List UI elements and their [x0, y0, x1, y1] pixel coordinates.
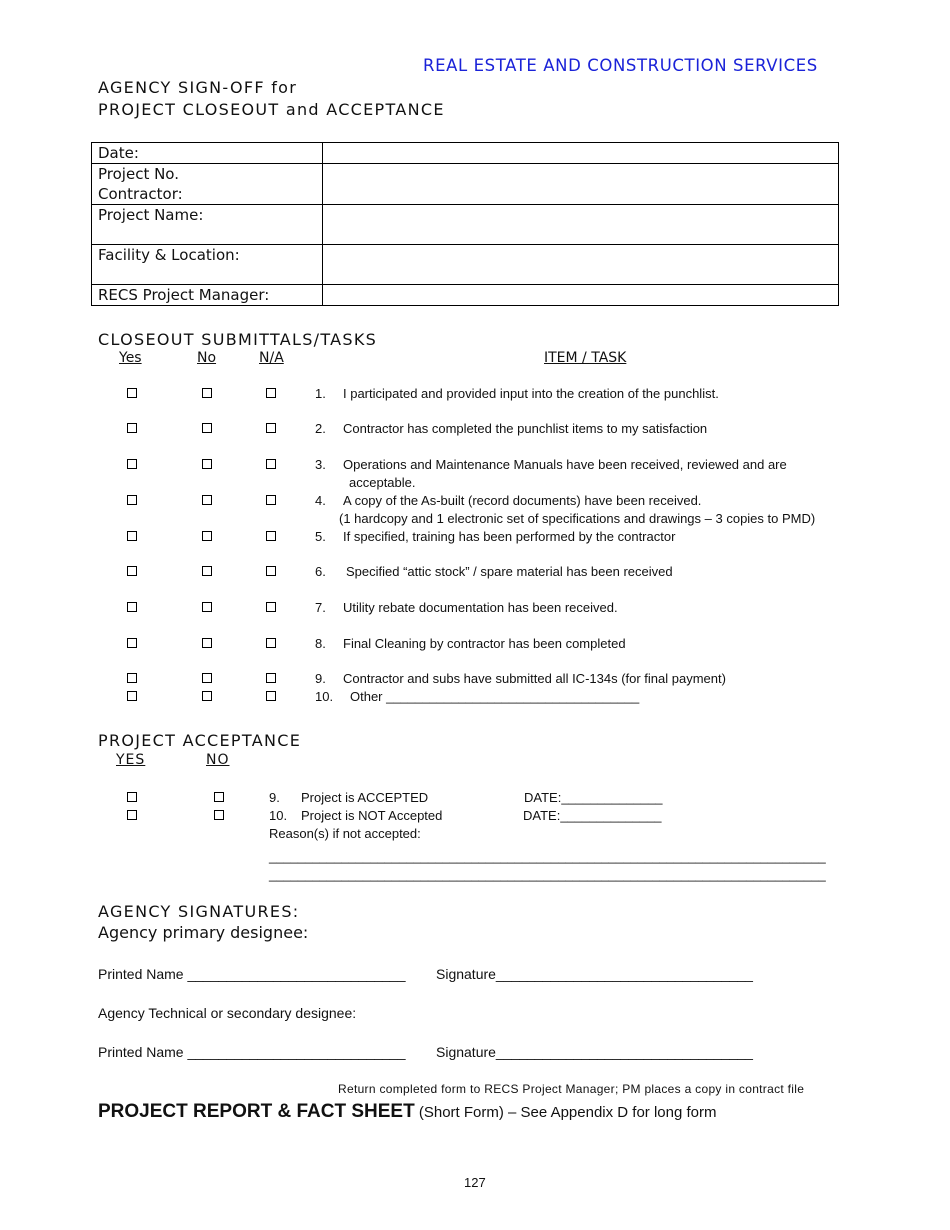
task-6-yes-checkbox[interactable] [127, 566, 137, 576]
project-info-table [91, 142, 839, 306]
project-no-contractor-label [92, 164, 323, 205]
task-number: 10. [315, 689, 334, 704]
task-number: 7. [315, 600, 326, 615]
task-10-yes-checkbox[interactable] [127, 691, 137, 701]
acceptance-col-no: NO [206, 752, 230, 768]
task-9-na-checkbox[interactable] [266, 673, 276, 683]
task-1-no-checkbox[interactable] [202, 388, 212, 398]
task-row [0, 529, 950, 547]
task-10-na-checkbox[interactable] [266, 691, 276, 701]
facility-location-label: Facility & Location: [92, 245, 323, 285]
form-title-line1: AGENCY SIGN-OFF for [98, 78, 298, 97]
accepted-date-field[interactable]: DATE:______________ [524, 790, 663, 805]
primary-designee-label: Agency primary designee: [98, 923, 309, 942]
form-title-line2: PROJECT CLOSEOUT and ACCEPTANCE [98, 100, 445, 119]
reason-line[interactable]: _____________________________________________________________________________ [269, 867, 826, 882]
task-5-na-checkbox[interactable] [266, 531, 276, 541]
task-4-no-checkbox[interactable] [202, 495, 212, 505]
task-row [0, 671, 950, 689]
accepted-text: Project is ACCEPTED [301, 790, 429, 805]
secondary-designee-label: Agency Technical or secondary designee: [98, 1005, 357, 1021]
task-6-na-checkbox[interactable] [266, 566, 276, 576]
accepted-yes-checkbox[interactable] [127, 792, 137, 802]
not-accepted-text: Project is NOT Accepted [301, 808, 443, 823]
reason-line[interactable]: _____________________________________________________________________________ [269, 849, 826, 864]
task-text-continued: acceptable. [349, 475, 416, 490]
task-text-continued: (1 hardcopy and 1 electronic set of specifications and drawings – 3 copies to PMD) [339, 511, 816, 526]
task-number: 1. [315, 386, 326, 401]
signature-1[interactable]: Signature_________________________________ [436, 966, 753, 982]
project-no-label: Project No. [98, 165, 179, 183]
acceptance-heading: PROJECT ACCEPTANCE [98, 731, 302, 750]
acceptance-number: 10. [269, 808, 288, 823]
task-8-yes-checkbox[interactable] [127, 638, 137, 648]
facility-location-field[interactable] [323, 245, 839, 285]
project-name-label: Project Name: [92, 205, 323, 245]
accepted-no-checkbox[interactable] [214, 792, 224, 802]
task-number: 9. [315, 671, 326, 686]
task-number: 5. [315, 529, 326, 544]
task-row [0, 564, 950, 582]
signature-2[interactable]: Signature_________________________________ [436, 1044, 753, 1060]
task-row [0, 636, 950, 654]
task-row [0, 493, 950, 511]
acceptance-col-yes: YES [116, 752, 146, 768]
task-number: 8. [315, 636, 326, 651]
acceptance-row-not-accepted [0, 808, 950, 826]
task-row [0, 421, 950, 439]
task-3-na-checkbox[interactable] [266, 459, 276, 469]
project-name-field[interactable] [323, 205, 839, 245]
acceptance-number: 9. [269, 790, 280, 805]
task-6-no-checkbox[interactable] [202, 566, 212, 576]
date-field[interactable] [323, 143, 839, 164]
task-text: Utility rebate documentation has been received. [343, 600, 618, 615]
contractor-label: Contractor: [98, 185, 183, 203]
task-2-no-checkbox[interactable] [202, 423, 212, 433]
task-8-na-checkbox[interactable] [266, 638, 276, 648]
recs-manager-label: RECS Project Manager: [92, 285, 323, 306]
task-text: I participated and provided input into the creation of the punchlist. [343, 386, 719, 401]
task-8-no-checkbox[interactable] [202, 638, 212, 648]
not-accepted-yes-checkbox[interactable] [127, 810, 137, 820]
task-4-na-checkbox[interactable] [266, 495, 276, 505]
task-text: Contractor and subs have submitted all IC-134s (for final payment) [343, 671, 726, 686]
not-accepted-date-field[interactable]: DATE:______________ [523, 808, 662, 823]
task-5-yes-checkbox[interactable] [127, 531, 137, 541]
task-2-na-checkbox[interactable] [266, 423, 276, 433]
task-number: 4. [315, 493, 326, 508]
task-3-yes-checkbox[interactable] [127, 459, 137, 469]
not-accepted-no-checkbox[interactable] [214, 810, 224, 820]
task-number: 2. [315, 421, 326, 436]
col-item-task: ITEM / TASK [544, 350, 627, 366]
task-1-na-checkbox[interactable] [266, 388, 276, 398]
task-9-no-checkbox[interactable] [202, 673, 212, 683]
task-text: Final Cleaning by contractor has been completed [343, 636, 626, 651]
task-10-no-checkbox[interactable] [202, 691, 212, 701]
printed-name-2[interactable]: Printed Name ____________________________ [98, 1044, 406, 1060]
col-na: N/A [259, 350, 284, 366]
task-1-yes-checkbox[interactable] [127, 388, 137, 398]
task-number: 3. [315, 457, 326, 472]
task-7-yes-checkbox[interactable] [127, 602, 137, 612]
printed-name-1[interactable]: Printed Name ____________________________ [98, 966, 406, 982]
signatures-heading: AGENCY SIGNATURES: [98, 902, 300, 921]
org-name: REAL ESTATE AND CONSTRUCTION SERVICES [423, 56, 818, 75]
task-7-no-checkbox[interactable] [202, 602, 212, 612]
closeout-heading: CLOSEOUT SUBMITTALS/TASKS [98, 330, 378, 349]
task-3-no-checkbox[interactable] [202, 459, 212, 469]
report-heading [98, 1101, 717, 1123]
task-row [0, 600, 950, 618]
date-label: Date: [92, 143, 323, 164]
col-no: No [197, 350, 217, 366]
project-no-contractor-field[interactable] [323, 164, 839, 205]
recs-manager-field[interactable] [323, 285, 839, 306]
task-5-no-checkbox[interactable] [202, 531, 212, 541]
col-yes: Yes [119, 350, 142, 366]
task-number: 6. [315, 564, 326, 579]
task-text: Operations and Maintenance Manuals have been received, reviewed and are [343, 457, 787, 472]
task-text: Specified “attic stock” / spare material has been received [346, 564, 673, 579]
return-note: Return completed form to RECS Project Manager; PM places a copy in contract file [338, 1082, 805, 1096]
report-title: PROJECT REPORT & FACT SHEET [98, 1101, 415, 1122]
task-text: Contractor has completed the punchlist items to my satisfaction [343, 421, 708, 436]
report-subtitle: (Short Form) – See Appendix D for long form [414, 1104, 717, 1121]
reason-label: Reason(s) if not accepted: [269, 826, 421, 841]
task-text: If specified, training has been performed by the contractor [343, 529, 676, 544]
task-9-yes-checkbox[interactable] [127, 673, 137, 683]
task-4-yes-checkbox[interactable] [127, 495, 137, 505]
task-row [0, 386, 950, 404]
acceptance-row-accepted [0, 790, 950, 808]
task-row [0, 689, 950, 707]
task-other-text: Other ___________________________________ [350, 689, 640, 704]
task-text: A copy of the As-built (record documents) have been received. [343, 493, 702, 508]
task-7-na-checkbox[interactable] [266, 602, 276, 612]
task-row [0, 457, 950, 475]
task-2-yes-checkbox[interactable] [127, 423, 137, 433]
page-number: 127 [464, 1175, 486, 1190]
